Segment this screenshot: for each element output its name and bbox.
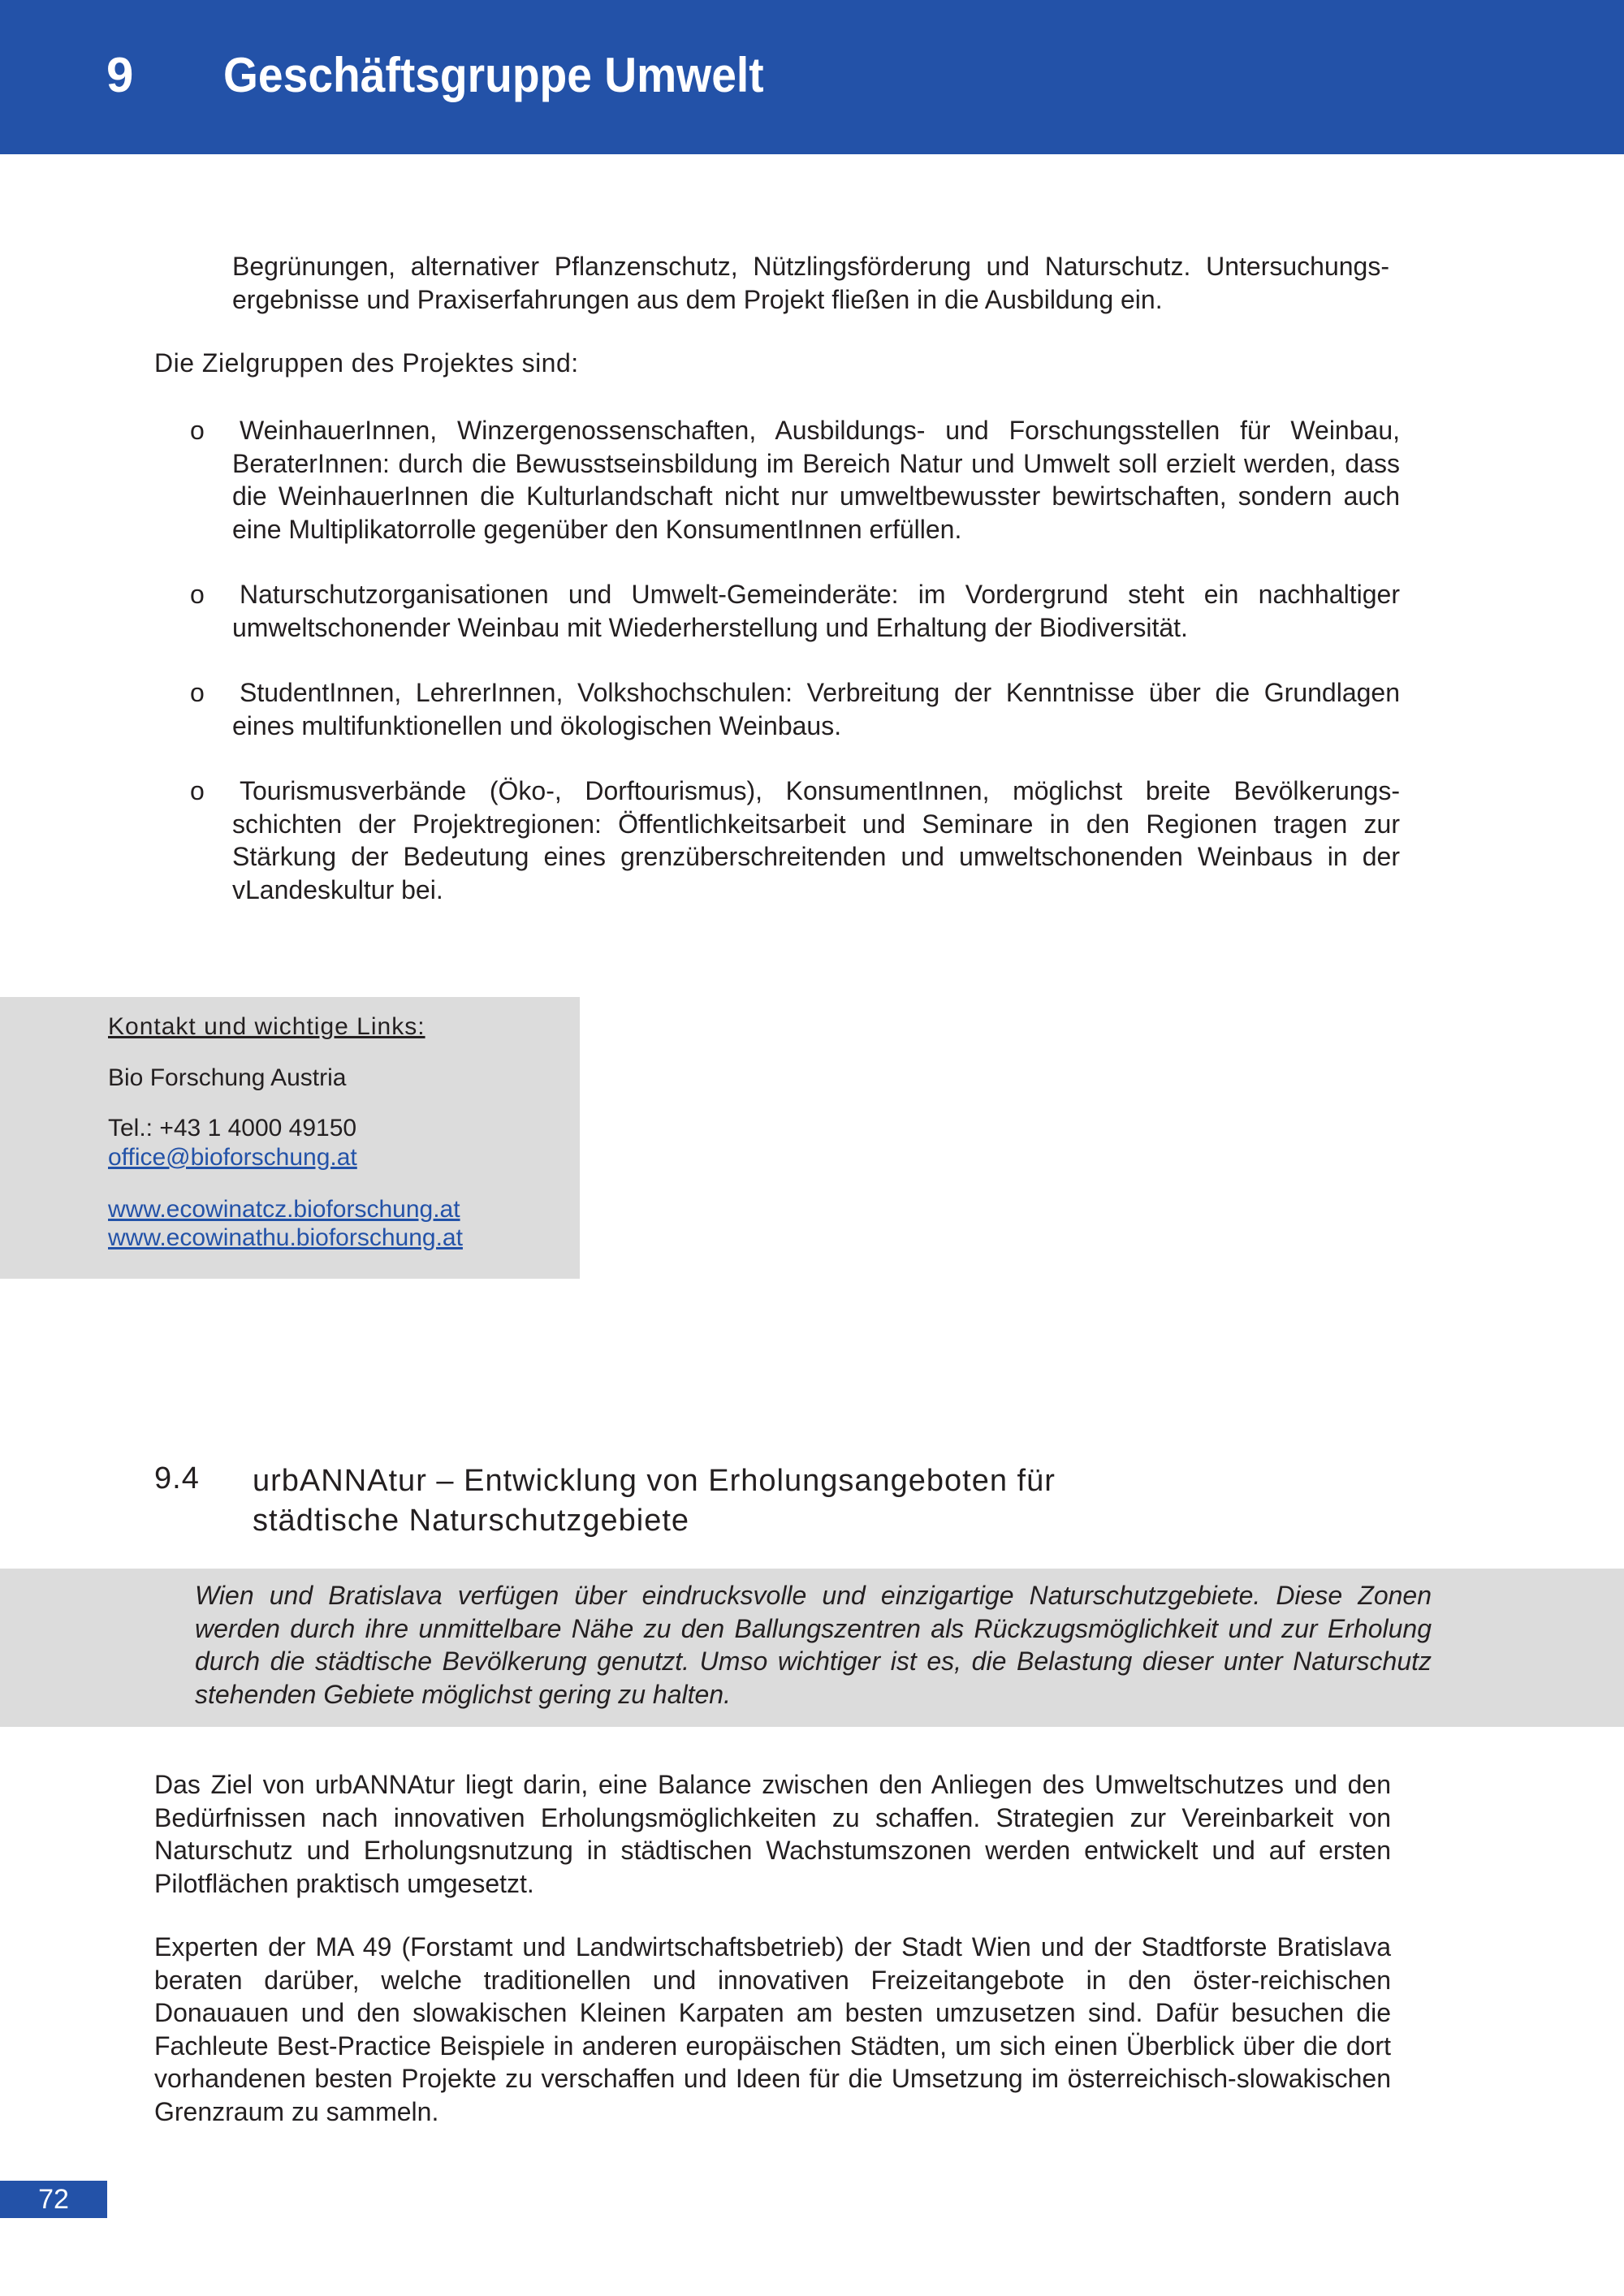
list-item-text: Naturschutzorganisationen und Umwelt-Gemeinderäte: im Vordergrund steht ein nachhaltiger umweltschonender Weinbau mit Wiederherstellung und Erhaltung der Biodiversität. bbox=[232, 580, 1400, 642]
target-groups-list bbox=[190, 414, 1400, 939]
list-item-text: WeinhauerInnen, Winzergenossenschaften, Ausbildungs- und Forschungsstellen für Weinbau, BeraterInnen: durch die Bewusstseinsbildung im Bereich Natur und Umwelt soll erzielt werden, dass die WeinhauerInnen die Kulturlandschaft nicht nur umweltbewusster bewirtschaften, sondern auch eine Multiplikatorrolle gegenüber den KonsumentInnen erfüllen. bbox=[232, 416, 1400, 544]
section-abstract: Wien und Bratislava verfügen über eindrucksvolle und einzigartige Naturschutzgebiete. Diese Zonen werden durch ihre unmittelbare Nähe zu den Ballungszentren als Rückzugsmöglichkeit und zur Erholung durch die städtische Bevölkerung genutzt. Umso wichtiger ist es, die Belastung dieser unter Naturschutz stehenden Gebiete möglichst gering zu halten. bbox=[195, 1581, 1432, 1709]
chapter-title: Geschäftsgruppe Umwelt bbox=[223, 48, 764, 102]
chapter-number: 9 bbox=[106, 48, 134, 102]
intro-paragraph: Begrünungen, alternativer Pflanzenschutz, Nützlingsförderung und Naturschutz. Untersuchungs-ergebnisse und Praxiserfahrungen aus dem Projekt fließen in die Ausbildung ein. bbox=[232, 252, 1389, 314]
contact-heading: Kontakt und wichtige Links: bbox=[108, 1013, 425, 1040]
list-item-text: StudentInnen, LehrerInnen, Volkshochschulen: Verbreitung der Kenntnisse über die Grundlagen eines multifunktionellen und ökologischen Weinbaus. bbox=[232, 678, 1400, 740]
section-paragraph-2: Experten der MA 49 (Forstamt und Landwirtschaftsbetrieb) der Stadt Wien und der Stadtforste Bratislava beraten darüber, welche traditionellen und innovativen Freizeitangebote in den öster-reichischen Donauauen und den slowakischen Kleinen Karpaten am besten umzusetzen sind. Dafür besuchen die Fachleute Best-Practice Beispiele in anderen europäischen Städten, um sich einen Überblick über die dort vorhandenen besten Projekte zu verschaffen und Ideen für die Umsetzung im österreichisch-slowakischen Grenzraum zu sammeln. bbox=[154, 1932, 1391, 2126]
list-item bbox=[190, 578, 1400, 644]
contact-phone: Tel.: +43 1 4000 49150 bbox=[108, 1115, 357, 1142]
section-title-line1: urbANNAtur – Entwicklung von Erholungsangeboten für bbox=[253, 1464, 1056, 1498]
page-number: 72 bbox=[0, 2181, 107, 2218]
list-item bbox=[190, 775, 1400, 906]
section-number: 9.4 bbox=[154, 1461, 200, 1495]
target-groups-lead: Die Zielgruppen des Projektes sind: bbox=[154, 348, 579, 378]
website-link-cz[interactable]: www.ecowinatcz.bioforschung.at bbox=[108, 1196, 460, 1223]
contact-box bbox=[0, 997, 580, 1279]
list-item bbox=[190, 676, 1400, 742]
bullet-marker: o bbox=[190, 776, 205, 805]
section-title bbox=[253, 1461, 1308, 1541]
section-title-line2: städtische Naturschutzgebiete bbox=[253, 1504, 690, 1538]
website-link-hu[interactable]: www.ecowinathu.bioforschung.at bbox=[108, 1224, 463, 1251]
section-abstract-box bbox=[0, 1569, 1624, 1727]
bullet-marker: o bbox=[190, 580, 205, 609]
bullet-marker: o bbox=[190, 416, 205, 445]
section-paragraph-1: Das Ziel von urbANNAtur liegt darin, eine Balance zwischen den Anliegen des Umweltschutzes und den Bedürfnissen nach innovativen Erholungsmöglichkeiten zu schaffen. Strategien zur Vereinbarkeit von Naturschutz und Erholungsnutzung in städtischen Wachstumszonen werden entwickelt und auf ersten Pilotflächen praktisch umgesetzt. bbox=[154, 1770, 1391, 1898]
contact-organization: Bio Forschung Austria bbox=[108, 1064, 347, 1091]
list-item bbox=[190, 414, 1400, 546]
bullet-marker: o bbox=[190, 678, 205, 707]
list-item-text: Tourismusverbände (Öko-, Dorftourismus), KonsumentInnen, möglichst breite Bevölkerungs-schichten der Projektregionen: Öffentlichkeitsarbeit und Seminare in den Regionen tragen zur Stärkung der Bedeutung eines grenzüberschreitenden und umweltschonenden Weinbaus in der vLandeskultur bei. bbox=[232, 776, 1400, 904]
chapter-header bbox=[0, 0, 1624, 154]
contact-email-link[interactable]: office@bioforschung.at bbox=[108, 1144, 357, 1171]
